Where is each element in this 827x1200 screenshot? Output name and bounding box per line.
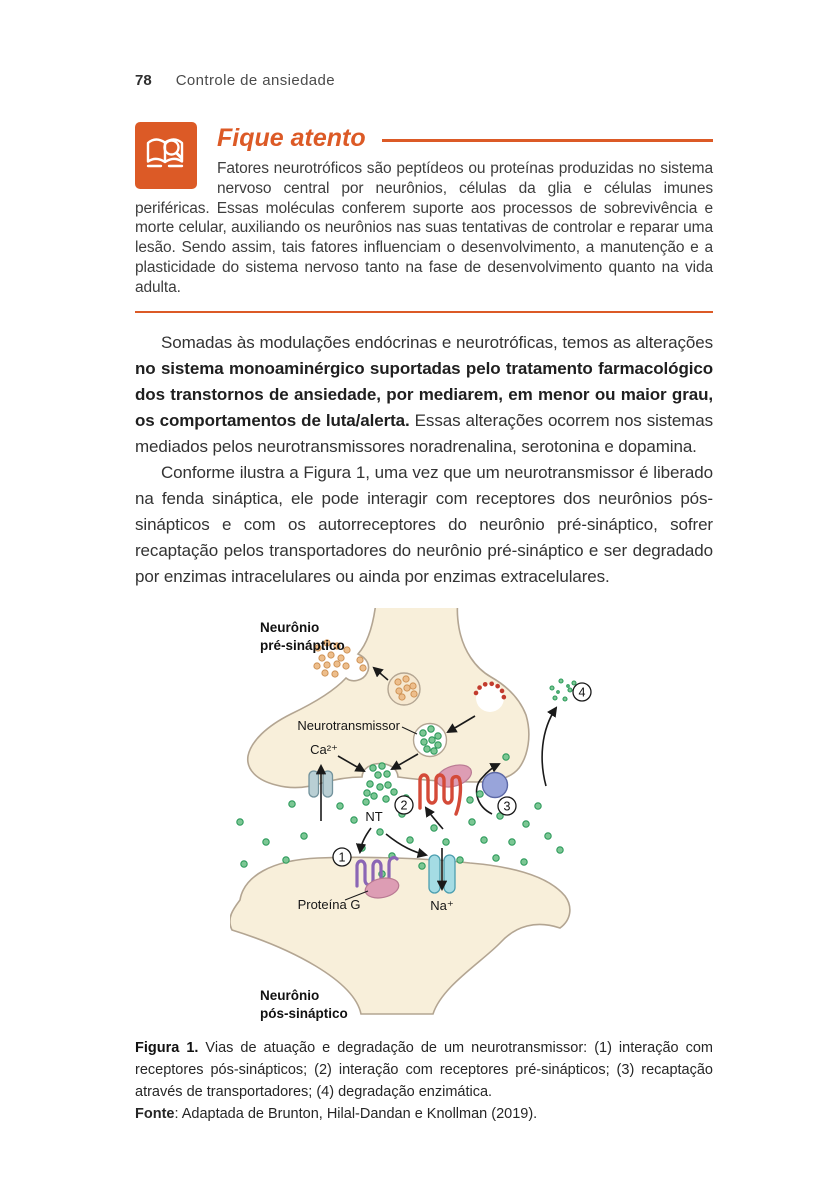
figure-1-synapse-diagram [230,608,660,1028]
step-4-badge [573,683,591,701]
sodium-label: Na⁺ [430,897,454,913]
degraded-nt-fragments [550,679,576,701]
figure-source [135,1103,713,1125]
step-2-badge [395,796,413,814]
svg-text:Neurônio: Neurônio [260,987,320,1003]
neurotransmitter-vesicle [414,723,447,756]
page-number: 78 [135,72,152,89]
svg-text:pós-sináptico: pós-sináptico [260,1005,348,1021]
nt-to-channel-arrow [386,834,426,855]
callout-title-rule [382,139,713,142]
running-title: Controle de ansiedade [175,72,336,89]
svg-text:pré-sináptico: pré-sináptico [260,637,345,653]
body-text [135,330,713,590]
neurotransmitter-label: Neurotransmissor [297,717,400,733]
svg-text:4: 4 [578,684,586,699]
precursor-vesicle [388,673,420,705]
calcium-label: Ca²⁺ [310,741,338,757]
svg-text:3: 3 [503,798,511,813]
svg-text:1: 1 [338,849,346,864]
callout-title-row [217,122,713,159]
presynaptic-neuron-label [260,620,345,653]
reuptake-transporter [483,772,508,797]
callout-text: Fatores neurotróficos são peptídeos ou proteínas produzidas no sistema nervoso central por neurônios, células da glia e células imunes periféricas. Essas moléculas conferem suporte aos processos de sobrevivência e morte celular, auxiliando os neurônios nas suas tentativas de controlar e reparar uma lesão. Sendo assim, tais fatores influenciam o desenvolvimento, a manutenção e a plasticidade do sistema nervoso tanto na fase de desenvolvimento quanto na vida adulta. [135,160,713,296]
figure-source-label: Fonte [135,1105,175,1122]
callout-fique-atento [135,122,713,313]
postsynaptic-neuron-label [260,988,348,1021]
nt-label: NT [365,808,383,824]
callout-divider [135,311,713,313]
paragraph-2: Conforme ilustra a Figura 1, uma vez que um neurotransmissor é liberado na fenda sináptica, ele pode interagir com receptores dos neurônios pós-sinápticos e com os autorreceptores do neurônio pré-sináptico, sofrer recaptação pelos transportadores do neurônio pré-sináptico e ser degradado por enzimas intracelulares ou ainda por enzimas extracelulares. [135,462,713,586]
figure-source-text: : Adaptada de Brunton, Hilal-Dandan e Knollman (2019). [174,1105,538,1122]
callout-title: Fique atento [217,123,366,152]
recaptured-nt-dot [503,753,509,759]
step-1-badge [333,848,351,866]
figure-caption-label: Figura 1. [135,1039,199,1056]
g-protein-label: Proteína G [297,896,361,912]
svg-text:2: 2 [400,797,408,812]
svg-text:Neurônio: Neurônio [260,619,320,635]
figure-caption-text: Vias de atuação e degradação de um neurotransmissor: (1) interação com receptores pós-sinápticos; (2) interação com receptores pré-sinápticos; (3) recaptação através de transportadores; (4) degradação enzimática. [135,1039,713,1100]
book-magnifier-icon [144,133,188,178]
running-header [135,72,713,89]
step-3-badge [498,797,516,815]
degradation-arrow [542,708,556,786]
callout-icon-box [135,122,197,189]
figure-caption [135,1037,713,1103]
paragraph-1: Somadas às modulações endócrinas e neurotróficas, temos as alterações no sistema monoaminérgico suportadas pelo tratamento farmacológico dos transtornos de ansiedade, por mediarem, em menor ou maior grau, os comportamentos de luta/alerta. Essas alterações ocorrem nos sistemas mediados pelos neurotransmissores noradrenalina, serotonina e dopamina. [135,332,713,456]
